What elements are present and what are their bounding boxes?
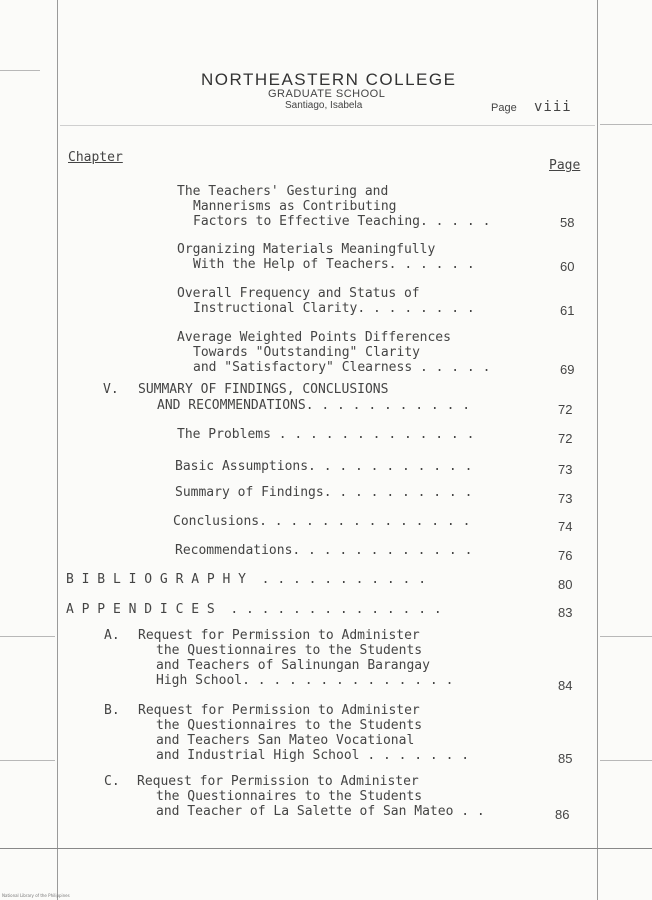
entry-line: Overall Frequency and Status of [177,286,420,301]
entry-line: and Teachers of Salinungan Barangay [156,658,430,673]
entry-line: AND RECOMMENDATIONS. . . . . . . . . . . [157,398,471,413]
entry-page: 72 [558,431,573,446]
bottom-rule [0,848,652,849]
entry-line: the Questionnaires to the Students [156,643,423,658]
entry-page: 72 [558,402,573,417]
entry-page: 80 [558,577,573,592]
footer-watermark: National Library of the Philippines [2,893,70,898]
edge-mark [0,636,55,637]
entry-line: Basic Assumptions. . . . . . . . . . . [175,459,473,474]
chapter-numeral: V. [103,382,119,397]
appendix-letter: A. [104,628,120,643]
entry-line: Instructional Clarity. . . . . . . . [193,301,475,316]
entry-page: 83 [558,605,573,620]
entry-line: the Questionnaires to the Students [156,718,423,733]
school-location: Santiago, Isabela [285,100,363,111]
right-margin-rule [597,0,598,900]
entry-line: Towards "Outstanding" Clarity [193,345,420,360]
entry-line: and Teachers San Mateo Vocational [156,733,415,748]
entry-line: The Problems . . . . . . . . . . . . . [177,427,475,442]
entry-line: Request for Permission to Administer [137,774,419,789]
entry-line: and Teacher of La Salette of San Mateo . . [156,804,485,819]
page-column-heading: Page [549,158,581,173]
entry-page: 61 [560,303,575,318]
entry-page: 73 [558,491,573,506]
entry-line: Summary of Findings. . . . . . . . . . [175,485,473,500]
entry-line: Recommendations. . . . . . . . . . . . [175,543,473,558]
entry-line: Average Weighted Points Differences [177,330,451,345]
appendix-letter: B. [104,703,120,718]
entry-line: A P P E N D I C E S . . . . . . . . . . . . . . [66,602,442,617]
entry-line: Organizing Materials Meaningfully [177,242,436,257]
entry-page: 76 [558,548,573,563]
entry-line: Request for Permission to Administer [138,628,420,643]
page-number: viii [534,99,572,115]
chapter-column-heading: Chapter [68,150,123,165]
edge-mark [0,760,55,761]
entry-line: With the Help of Teachers. . . . . . [193,257,475,272]
college-name: NORTHEASTERN COLLEGE [201,70,457,89]
entry-page: 84 [558,678,573,693]
entry-page: 73 [558,462,573,477]
edge-mark [600,124,652,125]
entry-line: Mannerisms as Contributing [193,199,397,214]
header-rule [60,125,595,126]
entry-line: High School. . . . . . . . . . . . . . [156,673,454,688]
entry-line: Factors to Effective Teaching. . . . . [193,214,491,229]
entry-page: 86 [555,807,570,822]
entry-line: SUMMARY OF FINDINGS, CONCLUSIONS [138,382,389,397]
entry-line: The Teachers' Gesturing and [177,184,389,199]
page-label: Page [491,102,517,114]
entry-page: 85 [558,751,573,766]
left-margin-rule [57,0,58,900]
entry-page: 69 [560,362,575,377]
entry-line: Conclusions. . . . . . . . . . . . . . [173,514,471,529]
edge-mark [0,70,40,71]
entry-page: 58 [560,215,575,230]
edge-mark [600,760,652,761]
entry-page: 60 [560,259,575,274]
appendix-letter: C. [104,774,120,789]
entry-line: Request for Permission to Administer [138,703,420,718]
entry-line: and Industrial High School . . . . . . . [156,748,470,763]
entry-page: 74 [558,519,573,534]
entry-line: B I B L I O G R A P H Y . . . . . . . . . . . [66,572,427,587]
entry-line: and "Satisfactory" Clearness . . . . . [193,360,491,375]
entry-line: the Questionnaires to the Students [156,789,423,804]
edge-mark [600,636,652,637]
school-name: GRADUATE SCHOOL [268,88,386,100]
